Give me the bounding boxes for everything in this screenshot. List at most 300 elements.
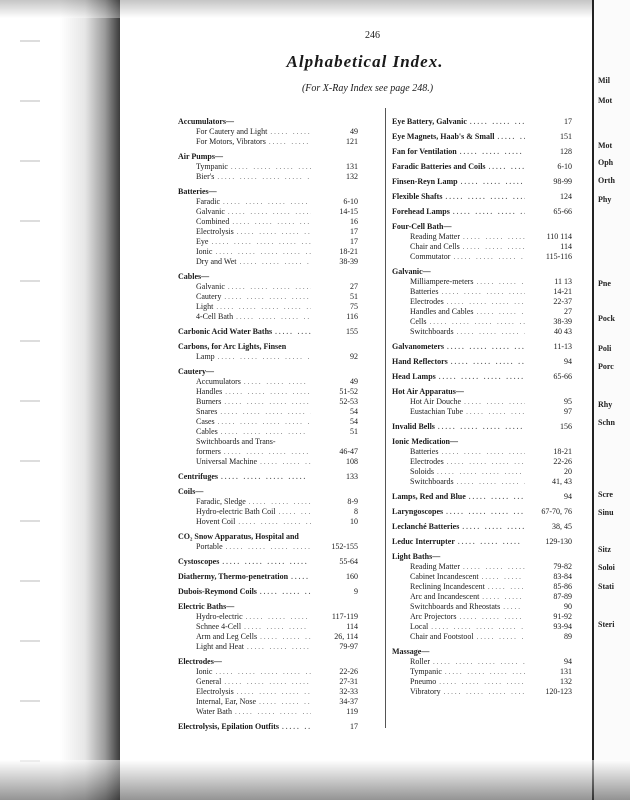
index-entry [392,457,572,467]
index-entry [392,632,572,642]
index-heading [392,222,572,232]
index-heading [392,492,572,502]
index-heading [392,507,572,517]
leader-dots [235,707,311,717]
entry-label: For Motors, Vibrators [196,137,266,146]
heading-page: 98-99 [553,177,572,186]
leader-dots [218,417,311,427]
entry-page: 83-84 [553,572,572,581]
index-heading [392,372,572,382]
leader-dots [232,217,311,227]
entry-page: 115-116 [545,252,572,261]
heading-label: Head Lamps [392,372,436,381]
leader-dots [247,642,311,652]
index-entry [178,517,358,527]
entry-page: 14-21 [553,287,572,296]
index-section [178,342,358,362]
leader-dots [237,687,311,697]
index-entry [392,667,572,677]
entry-page: 121 [346,137,358,146]
index-entry [178,227,358,237]
heading-page: 17 [350,722,358,731]
entry-label: Lamp [196,352,215,361]
entry-label: Chair and Cells [410,242,460,251]
entry-page: 22-26 [339,667,358,676]
entry-label: Arm and Leg Cells [196,632,258,641]
entry-label: Electrodes [410,457,444,466]
heading-page: 151 [560,132,572,141]
index-column-right [392,112,572,697]
next-page-fragment: Mot [598,141,613,150]
entry-page: 119 [346,707,358,716]
entry-label: Water Bath [196,707,233,716]
entry-page: 94 [564,657,572,666]
leader-dots [463,562,525,572]
heading-page: 129-130 [545,537,572,546]
entry-label: Portable [196,542,223,551]
entry-page: 52-53 [339,397,358,406]
index-heading [178,472,358,482]
leader-dots [429,317,525,327]
index-heading [178,367,358,377]
index-section [178,187,358,267]
heading-label: Leclanché Batteries [392,522,460,531]
entry-label: Switchboards [410,327,454,336]
entry-label: Handles and Cables [410,307,474,316]
index-heading [392,552,572,562]
leader-dots [269,137,311,147]
entry-page: 93-94 [553,622,572,631]
index-section [178,557,358,567]
index-section [392,267,572,337]
index-entry [178,542,358,552]
index-section [178,572,358,582]
entry-label: Eustachian Tube [410,407,464,416]
leader-dots [224,677,311,687]
heading-label: Electric Baths— [178,602,235,611]
heading-label: Faradic Batteries and Coils [392,162,486,171]
leader-dots [463,242,525,252]
heading-label: Cautery— [178,367,214,376]
heading-page: 65-66 [553,372,572,381]
index-section [392,207,572,217]
heading-page: 156 [560,422,572,431]
index-section [392,422,572,432]
scan-marks [20,0,40,800]
heading-label: Leduc Interrupter [392,537,455,546]
leader-dots [260,457,311,467]
next-page-fragment: Sinu [598,508,614,517]
entry-page: 20 [564,467,572,476]
index-entry [178,667,358,677]
entry-page: 54 [350,417,358,426]
leader-dots [453,207,525,217]
page-number: 246 [365,30,380,41]
entry-label: Bier's [196,172,215,181]
index-section [178,532,358,552]
heading-label: Finsen-Reyn Lamp [392,177,458,186]
entry-label: Ionic [196,247,213,256]
entry-page: 51 [350,427,358,436]
leader-dots [260,632,311,642]
leader-dots [270,127,311,137]
index-heading [392,437,572,447]
next-page-fragment: Steri [598,620,615,629]
leader-dots [447,457,525,467]
next-page-fragment: Soloi [598,563,615,572]
index-column-left [178,112,358,732]
next-page-fragment: Pock [598,314,615,323]
entry-page: 46-47 [339,447,358,456]
index-entry [392,657,572,667]
heading-label: Hot Air Apparatus— [392,387,464,396]
entry-page: 75 [350,302,358,311]
heading-label: Fan for Ventilation [392,147,457,156]
index-entry [178,257,358,267]
next-page-fragment: Pne [598,279,611,288]
leader-dots [446,507,525,517]
leader-dots [275,327,311,337]
bottom-shadow [0,760,630,800]
next-page-fragment: Orth [598,176,615,185]
index-section [178,657,358,717]
entry-page: 49 [350,127,358,136]
index-heading [392,192,572,202]
entry-page: 90 [564,602,572,611]
index-entry [392,592,572,602]
index-entry [178,612,358,622]
index-heading [178,152,358,162]
entry-page: 79-82 [553,562,572,571]
leader-dots [489,162,525,172]
leader-dots [453,252,525,262]
index-section [392,177,572,187]
leader-dots [236,312,311,322]
leader-dots [488,582,525,592]
index-entry [392,407,572,417]
entry-label: Cells [410,317,427,326]
heading-label: Flexible Shafts [392,192,443,201]
leader-dots [470,117,525,127]
entry-label: Switchboards [410,477,454,486]
index-entry [392,397,572,407]
entry-page: 14-15 [339,207,358,216]
heading-page: 160 [346,572,358,581]
entry-page: 6-10 [343,197,358,206]
index-entry [392,562,572,572]
index-section [392,192,572,202]
leader-dots [482,592,525,602]
leader-dots [444,687,525,697]
leader-dots [223,197,311,207]
leader-dots [240,257,311,267]
index-entry [178,407,358,417]
index-section [392,162,572,172]
entry-label: Schnee 4-Cell [196,622,242,631]
index-entry [392,677,572,687]
entry-page: 89 [564,632,572,641]
entry-label: Reading Matter [410,232,460,241]
index-entry [392,582,572,592]
entry-label: Tympanic [410,667,442,676]
index-entry [178,127,358,137]
next-page-fragment: Mil [598,76,610,85]
entry-page: 49 [350,377,358,386]
leader-dots [224,397,311,407]
index-heading [178,117,358,127]
index-heading [392,647,572,657]
index-entry [178,377,358,387]
entry-page: 87-89 [553,592,572,601]
index-section [178,327,358,337]
next-page-fragment: Mot [598,96,613,105]
entry-label: Combined [196,217,230,226]
index-entry [178,292,358,302]
leader-dots [218,352,311,362]
heading-page: 67-70, 76 [541,507,572,516]
index-entry [178,447,358,457]
heading-label: Carbonic Acid Water Baths [178,327,273,336]
entry-label: Switchboards and Rheostats [410,602,501,611]
entry-page: 114 [560,242,572,251]
heading-page: 124 [560,192,572,201]
index-heading [392,177,572,187]
leader-dots [457,477,525,487]
heading-page: 94 [564,357,572,366]
leader-dots [469,492,525,502]
index-entry [178,247,358,257]
heading-label: Cables— [178,272,210,281]
leader-dots [244,622,311,632]
next-page-fragment: Phy [598,195,612,204]
index-section [392,342,572,352]
leader-dots [228,207,311,217]
index-entry [392,307,572,317]
entry-label: Tympanic [196,162,228,171]
leader-dots [222,557,311,567]
entry-label: Internal, Ear, Nose [196,697,257,706]
leader-dots [437,467,525,477]
heading-label: CO₂ Snow Apparatus, Hospital and [178,532,299,541]
index-heading [392,357,572,367]
index-entry [178,172,358,182]
index-section [178,152,358,182]
index-entry [178,137,358,147]
index-section [392,492,572,502]
index-entry [178,457,358,467]
entry-label: Electrodes [410,297,444,306]
index-section [392,387,572,417]
entry-label: Local [410,622,429,631]
index-entry [392,467,572,477]
entry-page: 18-21 [339,247,358,256]
heading-page: 9 [354,587,358,596]
entry-page: 8-9 [347,497,358,506]
entry-page: 51-52 [339,387,358,396]
index-entry [392,252,572,262]
index-heading [178,587,358,597]
index-heading [392,422,572,432]
index-section [392,117,572,127]
index-entry [392,242,572,252]
leader-dots [463,232,525,242]
leader-dots [238,517,311,527]
heading-page: 38, 45 [552,522,572,531]
entry-label: Pneumo [410,677,437,686]
entry-label: Burners [196,397,222,406]
entry-page: 17 [350,227,358,236]
leader-dots [217,172,311,182]
entry-label: Light [196,302,214,311]
index-heading [392,132,572,142]
leader-dots [224,447,311,457]
heading-page: 94 [564,492,572,501]
entry-label: Arc Projectors [410,612,457,621]
index-heading [392,522,572,532]
entry-label: Snares [196,407,218,416]
entry-page: 27 [564,307,572,316]
heading-label: Hand Reflectors [392,357,448,366]
entry-page: 92 [350,352,358,361]
index-entry [178,687,358,697]
entry-page: 95 [564,397,572,406]
heading-label: Forehead Lamps [392,207,450,216]
heading-label: Accumulators— [178,117,234,126]
entry-label: 4-Cell Bath [196,312,234,321]
entry-page: 10 [350,517,358,526]
index-entry [178,507,358,517]
leader-dots [220,407,311,417]
index-entry [178,397,358,407]
index-section [178,587,358,597]
leader-dots [237,227,311,237]
leader-dots [441,287,525,297]
entry-page: 132 [560,677,572,686]
leader-dots [503,602,525,612]
leader-dots [221,427,311,437]
entry-page: 51 [350,292,358,301]
leader-dots [464,397,525,407]
index-entry [392,447,572,457]
leader-dots [441,447,525,457]
heading-label: Eye Battery, Galvanic [392,117,467,126]
heading-label: Diathermy, Thermo-penetration [178,572,289,581]
index-section [392,647,572,697]
leader-dots [459,612,525,622]
index-entry [178,197,358,207]
next-page-fragment: Rhy [598,400,613,409]
column-divider [385,108,386,728]
entry-label: Milliampere-meters [410,277,474,286]
heading-label: Laryngoscopes [392,507,444,516]
entry-label: Cases [196,417,215,426]
index-entry [178,352,358,362]
index-section [392,372,572,382]
leader-dots [244,377,311,387]
leader-dots [445,192,525,202]
index-heading [392,387,572,397]
entry-label: Universal Machine [196,457,258,466]
index-heading [178,657,358,667]
leader-dots [451,357,525,367]
next-page-fragment: Stati [598,582,614,591]
index-entry [392,477,572,487]
index-heading [178,557,358,567]
index-section [392,357,572,367]
index-heading [392,162,572,172]
entry-label: Handles [196,387,223,396]
index-heading [392,147,572,157]
entry-label: Faradic [196,197,220,206]
leader-dots [228,282,311,292]
entry-label: Chair and Footstool [410,632,474,641]
next-page-fragment: Sitz [598,545,611,554]
heading-label: Eye Magnets, Haab's & Small [392,132,495,141]
index-section [178,272,358,322]
index-section [392,437,572,487]
index-section [178,487,358,527]
index-heading [392,267,572,277]
heading-label: Invalid Bells [392,422,435,431]
leader-dots [439,677,525,687]
entry-page: 108 [346,457,358,466]
entry-page: 91-92 [553,612,572,621]
leader-dots [259,697,311,707]
page-title: Alphabetical Index. [286,52,444,71]
heading-label: Lamps, Red and Blue [392,492,466,501]
leader-dots [458,537,525,547]
index-entry [178,427,358,437]
heading-label: Electrolysis, Epilation Outfits [178,722,279,731]
entry-page: 114 [346,622,358,631]
index-entry [178,162,358,172]
heading-page: 128 [560,147,572,156]
index-entry [178,632,358,642]
entry-page: 132 [346,172,358,181]
entry-label: Cautery [196,292,222,301]
entry-label: Cables [196,427,218,436]
index-section [392,537,572,547]
entry-page: 27 [350,282,358,291]
leader-dots [433,657,525,667]
index-section [392,147,572,157]
index-heading [392,537,572,547]
index-section [178,367,358,467]
entry-page: 131 [346,162,358,171]
heading-label: Four-Cell Bath— [392,222,452,231]
entry-page: 17 [350,237,358,246]
heading-page: 11-13 [553,342,572,351]
entry-label: Dry and Wet [196,257,237,266]
index-heading [178,487,358,497]
heading-label: Galvanic— [392,267,431,276]
index-section [178,722,358,732]
index-entry [392,232,572,242]
leader-dots [221,472,311,482]
entry-label: Roller [410,657,430,666]
leader-dots [260,587,311,597]
index-entry [392,622,572,632]
page-subtitle: (For X-Ray Index see page 248.) [301,83,434,94]
top-shadow [0,0,630,18]
entry-page: 22-37 [553,297,572,306]
leader-dots [291,572,311,582]
index-section [178,472,358,482]
heading-label: Massage— [392,647,430,656]
heading-page: 6-10 [557,162,572,171]
index-heading [178,602,358,612]
heading-label: Carbons, for Arc Lights, Finsen [178,342,287,351]
